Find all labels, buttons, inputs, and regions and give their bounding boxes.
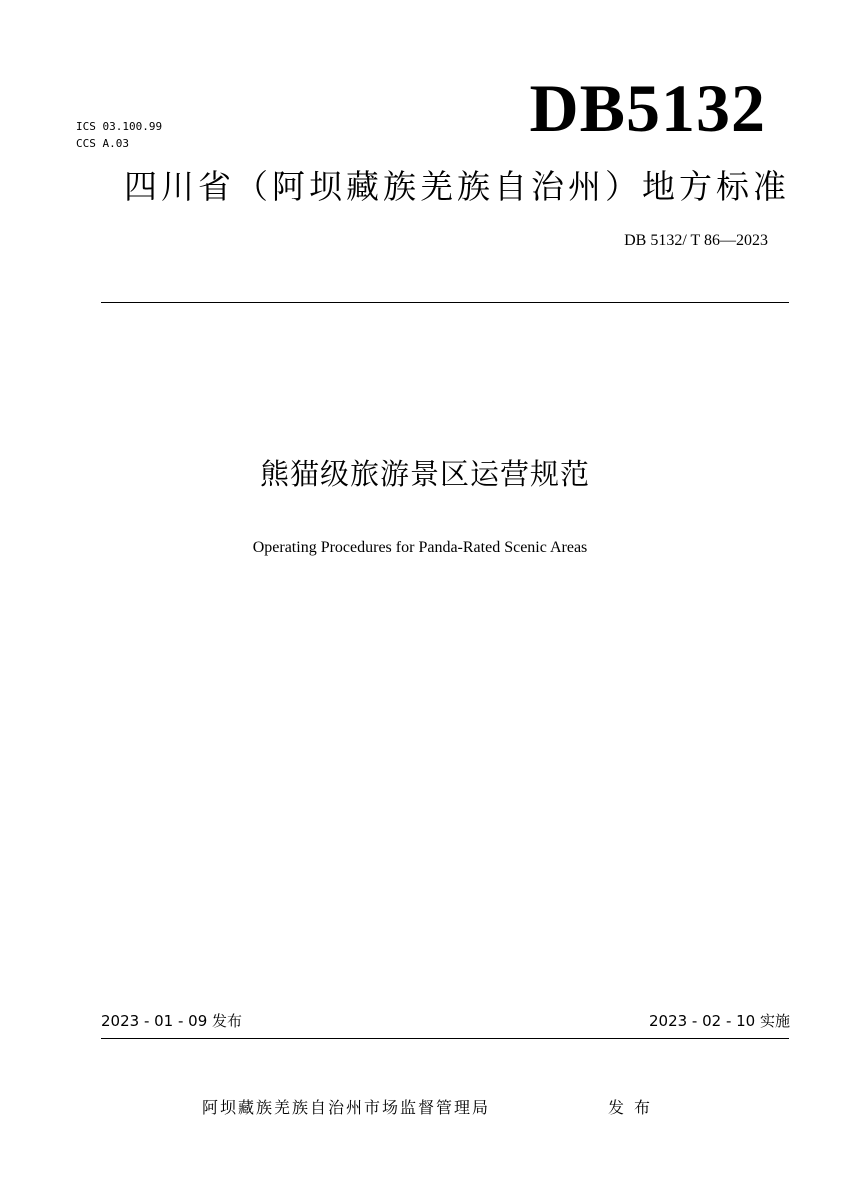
issuing-authority: 阿坝藏族羌族自治州市场监督管理局 (202, 1098, 491, 1117)
issue-date: 2023 - 01 - 09 发布 (101, 1012, 243, 1030)
standard-code-heading: DB5132 (529, 70, 766, 146)
document-title-chinese: 熊猫级旅游景区运营规范 (259, 457, 590, 491)
standard-type-heading: 四川省（阿坝藏族羌族自治州）地方标准 (124, 167, 790, 206)
top-divider (101, 302, 789, 303)
document-title-english: Operating Procedures for Panda-Rated Scenic Areas (252, 539, 588, 556)
ccs-code: CCS A.03 (76, 137, 129, 150)
bottom-divider (101, 1038, 789, 1039)
issue-label: 发布 (608, 1098, 661, 1117)
implementation-date: 2023 - 02 - 10 实施 (648, 1012, 790, 1030)
standard-number: DB 5132/ T 86—2023 (624, 232, 768, 249)
ics-code: ICS 03.100.99 (76, 120, 163, 133)
